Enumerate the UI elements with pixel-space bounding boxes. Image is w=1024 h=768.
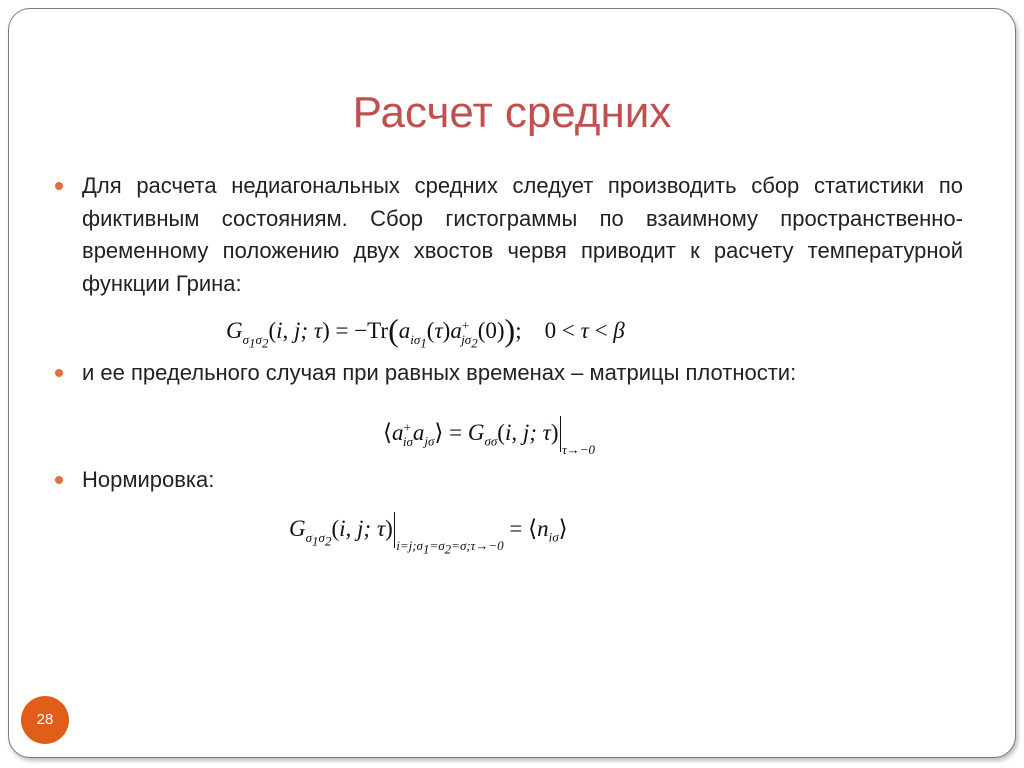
formula-density-matrix: $⟨a^+_{i\sigma}a_{j\sigma}⟩ = G_{\sigma\sigma}(i$, j; $\tau)_{\tau\to-0}$ [383, 416, 595, 458]
bullet-dot [55, 476, 63, 484]
slide-title: Расчет средних [352, 88, 672, 137]
bullet-text: Для расчета недиагональных средних следует производить сбор статистики по фиктивным состояниям. Сбор гистограммы по взаимному пространственно-временному положению двух хвостов червя приводит к расчету температурной функции Грина: [82, 173, 963, 296]
formula-green-function: $G_{\sigma_1\sigma_2}(i$, j; $\tau) = -Tr(a_{i\sigma_1}(\tau)a^+_{j\sigma_2}(0))$; 0 < τ < β [226, 312, 625, 351]
bullet-density-matrix [55, 357, 963, 390]
page-number-badge: 28 [21, 696, 69, 744]
bullet-dot [55, 182, 63, 190]
bullet-text: и ее предельного случая при равных временах – матрицы плотности: [82, 360, 797, 385]
formula-normalization: $G_{\sigma_1\sigma_2}(i$, j; $\tau)_{i=j;\sigma_1=\sigma_2=\sigma;\tau\to-0}$ = $⟨n_{i\sigma}⟩$ [289, 512, 568, 558]
bullet-dot [55, 369, 63, 377]
bullet-green-function [55, 170, 963, 300]
bullet-normalization [55, 464, 963, 497]
bullet-text: Нормировка: [82, 467, 215, 492]
